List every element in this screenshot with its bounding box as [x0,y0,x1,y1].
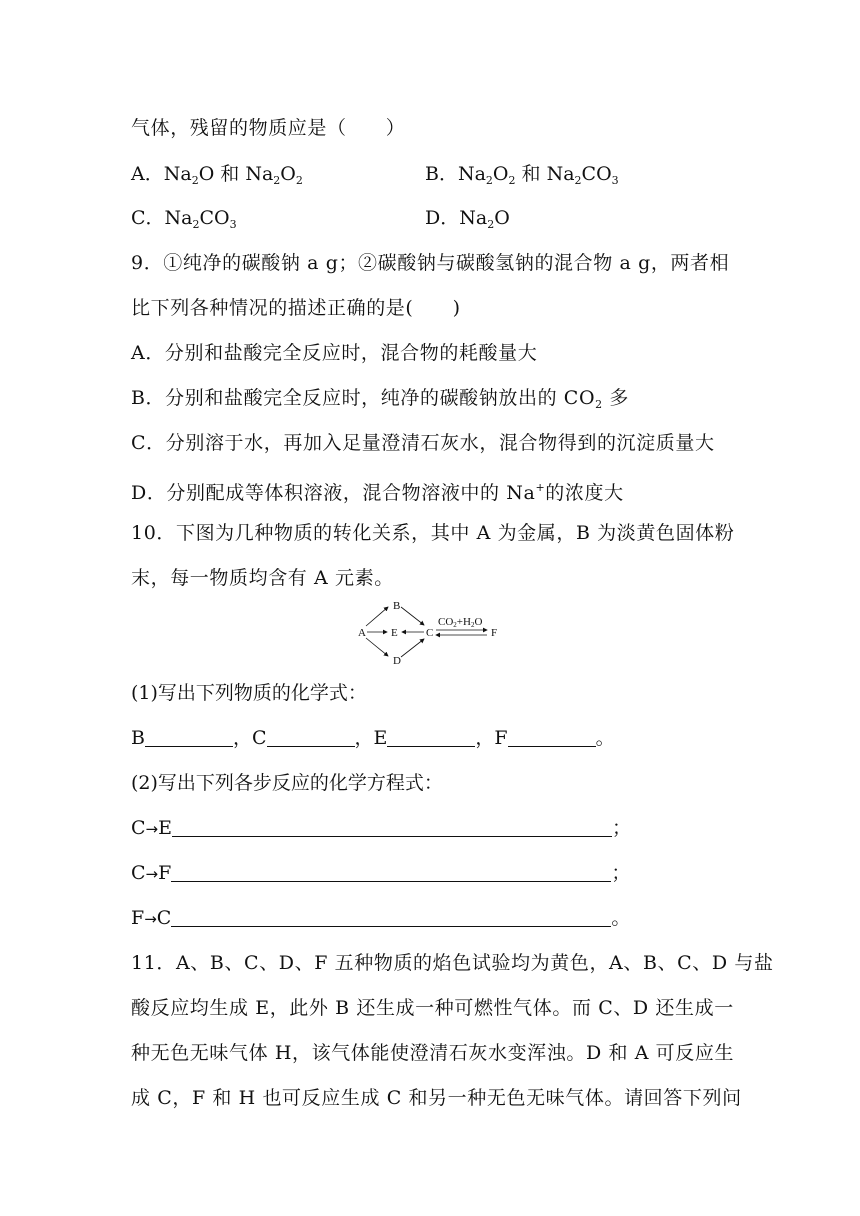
node-b: B [393,600,401,612]
node-d: D [393,655,401,667]
arrow-a-to-b [366,607,388,626]
q10-sub-question-2: (2)写出下列各步反应的化学方程式： [131,772,443,794]
arrow-b-to-c [401,607,424,625]
q11-stem-line-4: 成 C，F 和 H 也可反应生成 C 和另一种无色无味气体。请回答下列问 [131,1087,742,1109]
blank-equation-f-to-c[interactable] [171,908,611,927]
q9-option-d[interactable]: D．分别配成等体积溶液，混合物溶液中的 Na+的浓度大 [131,481,624,504]
q10-stem-line-1: 10．下图为几种物质的转化关系，其中 A 为金属，B 为淡黄色固体粉 [131,522,735,544]
blank-b[interactable] [145,728,233,747]
q11-stem-line-3: 种无色无味气体 H，该气体能使澄清石灰水变浑浊。D 和 A 可反应生 [131,1042,735,1064]
blank-c[interactable] [267,728,355,747]
q10-equation-c-to-f: C→F ； [131,862,631,884]
node-c: C [426,627,434,639]
q9-option-c[interactable]: C．分别溶于水，再加入足量澄清石灰水，混合物得到的沉淀质量大 [131,432,715,454]
q10-equation-c-to-e: C→E ； [131,817,632,839]
blank-e[interactable] [387,728,475,747]
node-f: F [491,627,498,639]
arrow-a-to-d [366,638,388,656]
q8-option-a[interactable]: A．$Na_2O$ 和 $Na_2O_2$ [131,163,303,187]
blank-equation-c-to-e[interactable] [172,818,612,837]
q8-option-d[interactable]: D．$Na_2O$ [425,207,510,231]
node-e: E [391,627,398,639]
q10-formula-blanks: B ，C ，E ，F 。 [131,727,615,749]
blank-f[interactable] [508,728,596,747]
q8-stem-continuation: 气体，残留的物质应是（ ） [131,117,406,139]
q11-stem-line-1: 11．A、B、C、D、F 五种物质的焰色试验均为黄色，A、B、C、D 与盐 [131,952,774,974]
q11-stem-line-2: 酸反应均生成 E，此外 B 还生成一种可燃性气体。而 C、D 还生成一 [131,997,734,1019]
q10-equation-f-to-c: F→C 。 [131,907,631,929]
q9-stem-line-2: 比下列各种情况的描述正确的是( ) [131,297,461,319]
q8-option-c[interactable]: C．$Na_2CO_3$ [131,207,237,231]
arrow-d-to-c [401,639,424,657]
node-a: A [358,627,366,639]
q9-stem-line-1: 9．①纯净的碳酸钠 a g；②碳酸钠与碳酸氢钠的混合物 a g，两者相 [131,252,730,274]
q9-option-a[interactable]: A．分别和盐酸完全反应时，混合物的耗酸量大 [131,342,538,364]
blank-equation-c-to-f[interactable] [171,863,611,882]
q10-stem-line-2: 末，每一物质均含有 A 元素。 [131,567,394,589]
conversion-diagram [348,598,508,668]
q8-option-b[interactable]: B．$Na_2O_2$ 和 $Na_2CO_3$ [425,163,619,187]
reagent-label: CO2+H2O [438,616,483,629]
q9-option-b[interactable]: B．分别和盐酸完全反应时，纯净的碳酸钠放出的 $CO_2$ 多 [131,387,629,411]
q10-sub-question-1: (1)写出下列物质的化学式： [131,682,367,704]
